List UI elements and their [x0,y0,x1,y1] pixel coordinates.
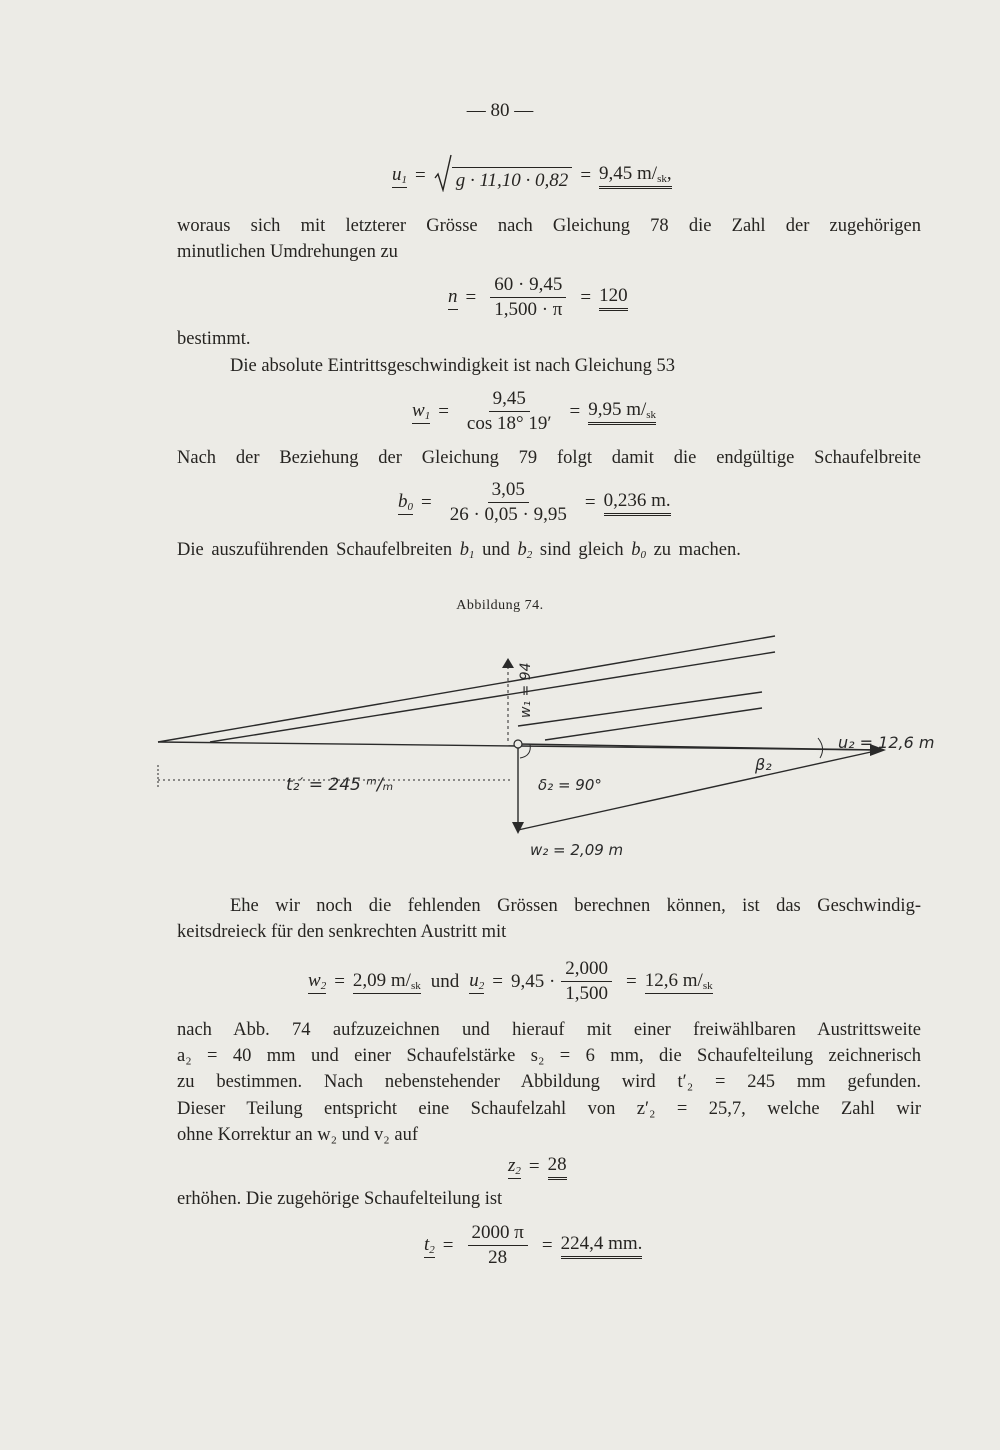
equation-b0: $b_0$ = $\frac{3,05}{26 \cdot 0,05 \cdot 9,95}$ = 0,236 m. [398,479,671,525]
page-number: — 80 — [466,100,534,121]
blade-line-lower [545,708,762,740]
figure-caption: Abbildung 74. [456,598,544,613]
paragraph-line: ohne Korrektur an w₂ und v₂ auf [177,1125,418,1145]
paragraph-line: nach Abb. 74 aufzuzeichnen und hierauf mit einer freiwählbaren Austrittsweite [177,1020,921,1040]
equation-t2: $t_2$ = $\frac{2000 \pi}{28}$ = 224,4 mm. [424,1222,643,1268]
angle-arc-beta [818,738,823,758]
paragraph-line: Ehe wir noch die fehlenden Grössen berechnen können, ist das Geschwindig- [230,896,921,916]
vertex-circle [514,740,522,748]
label-w2: w₂ = 2,09 m [530,841,624,859]
paragraph-line: bestimmt. [177,329,251,349]
paragraph-line: keitsdreieck für den senkrechten Austritt mit [177,922,507,942]
label-t2: t₂′ = 245 ᵐ/ₘ [286,775,394,795]
paragraph-line: a₂ = 40 mm und einer Schaufelstärke s₂ = 6 mm, die Schaufelteilung zeichnerisch [177,1046,921,1066]
equation-n: n = $\frac{60 \cdot 9,45}{1,500 \cdot \pi}$ = 120 [448,274,628,320]
paragraph-line: erhöhen. Die zugehörige Schaufelteilung ist [177,1189,503,1209]
equation-w1: $w_1$ = $\frac{9,45}{\cos 18^\circ 19'}$ = 9,95 m/sk [412,388,657,434]
paragraph-line: Dieser Teilung entspricht eine Schaufelzahl von z′₂ = 25,7, welche Zahl wir [177,1099,921,1119]
paragraph-line: woraus sich mit letzterer Grösse nach Gleichung 78 die Zahl der zugehörigen [177,216,921,236]
paragraph-line: Nach der Beziehung der Gleichung 79 folgt damit die endgültige Schaufelbreite [177,448,921,468]
arrowhead-down [512,822,524,834]
arrowhead-top [502,658,514,668]
blade-line-upper [158,636,775,742]
equation-u1: $u_1$ = g · 11,10 · 0,82 = 9,45 m/sk, [392,160,672,192]
blade-line-middle [210,652,775,742]
equation-z2: $z_2$ = 28 [508,1154,567,1180]
paragraph-line: zu bestimmen. Nach nebenstehender Abbildung wird t′₂ = 245 mm gefunden. [177,1072,921,1092]
paragraph-line: Die auszuführenden Schaufelbreiten $b_1$ und $b_2$ sind gleich $b_0$ zu machen. [177,540,741,561]
label-u2: u₂ = 12,6 m [838,733,935,752]
label-w1: w₁ = 94 [518,662,534,718]
square-root: g · 11,10 · 0,82 [434,160,573,192]
blade-line-short [518,692,762,726]
paragraph-line: Die absolute Eintrittsgeschwindigkeit ist nach Gleichung 53 [230,356,675,376]
equation-w2-u2: $w_2$ = 2,09 m/sk und $u_2$ = 9,45 · $\frac{2,000}{1,500}$ = 12,6 m/sk [308,958,713,1004]
label-beta: β₂ [755,755,772,774]
figure-velocity-diagram [150,630,940,870]
label-delta: δ₂ = 90° [538,776,602,794]
paragraph-line: minutlichen Umdrehungen zu [177,242,398,262]
radical-sign-icon [434,154,452,192]
